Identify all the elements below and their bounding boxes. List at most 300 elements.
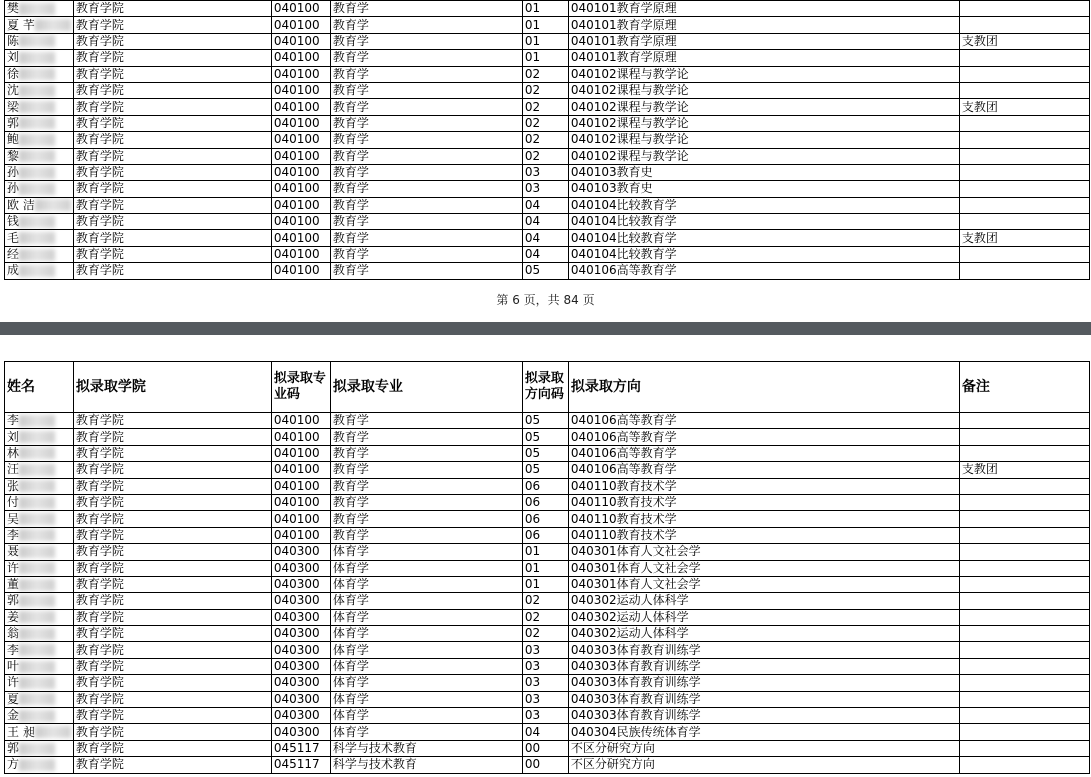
redaction-blur bbox=[19, 101, 55, 113]
cell-direction: 040303体育教育训练学 bbox=[568, 708, 959, 724]
name-text: 许 bbox=[7, 675, 20, 690]
redaction-blur bbox=[19, 35, 55, 47]
cell-dir-code: 01 bbox=[522, 560, 568, 576]
cell-dir-code: 02 bbox=[522, 115, 568, 131]
header-direction-code: 拟录取方向码 bbox=[522, 362, 568, 413]
cell-dir-code: 04 bbox=[522, 214, 568, 230]
header-row bbox=[5, 362, 1090, 413]
name-text: 姜 bbox=[7, 609, 20, 624]
cell-college: 教育学院 bbox=[73, 626, 271, 642]
header-remark: 备注 bbox=[959, 362, 1089, 413]
cell-direction: 040304民族传统体育学 bbox=[568, 724, 959, 740]
cell-dir-code: 03 bbox=[522, 658, 568, 674]
name-text: 付 bbox=[7, 495, 20, 510]
cell-college: 教育学院 bbox=[73, 609, 271, 625]
page-separator bbox=[0, 322, 1091, 335]
table-row bbox=[5, 626, 1090, 642]
cell-major-code: 040100 bbox=[271, 82, 330, 98]
name-text: 钱 bbox=[7, 214, 20, 229]
cell-remark bbox=[959, 413, 1089, 429]
name-text: 陈 bbox=[7, 33, 20, 48]
name-text: 徐 bbox=[7, 66, 20, 81]
table-row bbox=[5, 230, 1090, 246]
header-direction: 拟录取方向 bbox=[568, 362, 959, 413]
cell-major: 教育学 bbox=[330, 164, 522, 180]
cell-direction: 040302运动人体科学 bbox=[568, 609, 959, 625]
cell-remark bbox=[959, 246, 1089, 262]
cell-direction: 040106高等教育学 bbox=[568, 413, 959, 429]
cell-dir-code: 05 bbox=[522, 445, 568, 461]
name-text: 欧 洁 bbox=[7, 197, 35, 212]
cell-direction: 040110教育技术学 bbox=[568, 511, 959, 527]
redaction-blur bbox=[19, 497, 55, 509]
name-text: 夏 bbox=[7, 691, 20, 706]
table-row bbox=[5, 593, 1090, 609]
cell-remark bbox=[959, 494, 1089, 510]
cell-dir-code: 01 bbox=[522, 544, 568, 560]
cell-major-code: 040300 bbox=[271, 658, 330, 674]
name-text: 金 bbox=[7, 708, 20, 723]
cell-direction: 040102课程与教学论 bbox=[568, 148, 959, 164]
cell-major: 教育学 bbox=[330, 181, 522, 197]
cell-college: 教育学院 bbox=[73, 511, 271, 527]
cell-name bbox=[5, 214, 74, 230]
cell-major-code: 040100 bbox=[271, 1, 330, 17]
name-text: 李 bbox=[7, 642, 20, 657]
cell-college: 教育学院 bbox=[73, 740, 271, 756]
redaction-blur bbox=[19, 529, 55, 541]
cell-major-code: 040100 bbox=[271, 164, 330, 180]
cell-remark bbox=[959, 675, 1089, 691]
name-text: 许 bbox=[7, 560, 20, 575]
header-name: 姓名 bbox=[5, 362, 74, 413]
table-body bbox=[5, 413, 1090, 774]
cell-major: 教育学 bbox=[330, 99, 522, 115]
table-row bbox=[5, 494, 1090, 510]
cell-name bbox=[5, 1, 74, 17]
cell-dir-code: 02 bbox=[522, 82, 568, 98]
cell-major-code: 040300 bbox=[271, 642, 330, 658]
cell-direction: 040303体育教育训练学 bbox=[568, 658, 959, 674]
name-text: 董 bbox=[7, 577, 20, 592]
cell-major: 体育学 bbox=[330, 626, 522, 642]
cell-major-code: 040100 bbox=[271, 17, 330, 33]
cell-college: 教育学院 bbox=[73, 445, 271, 461]
name-text: 毛 bbox=[7, 230, 20, 245]
redaction-blur bbox=[19, 249, 55, 261]
cell-name bbox=[5, 691, 74, 707]
cell-remark bbox=[959, 593, 1089, 609]
name-text: 翁 bbox=[7, 626, 20, 641]
cell-direction: 040303体育教育训练学 bbox=[568, 642, 959, 658]
cell-major: 体育学 bbox=[330, 708, 522, 724]
cell-major-code: 040100 bbox=[271, 99, 330, 115]
table-row bbox=[5, 576, 1090, 592]
cell-name bbox=[5, 609, 74, 625]
cell-dir-code: 05 bbox=[522, 462, 568, 478]
cell-remark bbox=[959, 82, 1089, 98]
cell-remark bbox=[959, 691, 1089, 707]
redaction-blur bbox=[19, 447, 55, 459]
cell-direction: 不区分研究方向 bbox=[568, 740, 959, 756]
redaction-blur bbox=[19, 415, 55, 427]
table-row bbox=[5, 560, 1090, 576]
cell-major: 科学与技术教育 bbox=[330, 740, 522, 756]
cell-name bbox=[5, 494, 74, 510]
cell-remark bbox=[959, 214, 1089, 230]
table-row bbox=[5, 99, 1090, 115]
cell-major: 体育学 bbox=[330, 609, 522, 625]
table-row bbox=[5, 214, 1090, 230]
table-row bbox=[5, 757, 1090, 773]
cell-dir-code: 02 bbox=[522, 99, 568, 115]
cell-major-code: 045117 bbox=[271, 757, 330, 773]
header-college: 拟录取学院 bbox=[73, 362, 271, 413]
table-row bbox=[5, 263, 1090, 279]
cell-college: 教育学院 bbox=[73, 429, 271, 445]
redaction-blur bbox=[19, 759, 55, 771]
cell-direction: 040104比较教育学 bbox=[568, 230, 959, 246]
table-row bbox=[5, 181, 1090, 197]
redaction-blur bbox=[19, 562, 55, 574]
cell-name bbox=[5, 132, 74, 148]
cell-name bbox=[5, 675, 74, 691]
redaction-blur bbox=[19, 265, 55, 277]
name-text: 沈 bbox=[7, 83, 20, 98]
cell-direction: 040110教育技术学 bbox=[568, 478, 959, 494]
cell-dir-code: 03 bbox=[522, 164, 568, 180]
table-row bbox=[5, 462, 1090, 478]
cell-major: 教育学 bbox=[330, 50, 522, 66]
cell-remark bbox=[959, 1, 1089, 17]
table-row bbox=[5, 708, 1090, 724]
cell-remark bbox=[959, 478, 1089, 494]
cell-direction: 040104比较教育学 bbox=[568, 246, 959, 262]
cell-major-code: 040100 bbox=[271, 413, 330, 429]
name-text: 刘 bbox=[7, 429, 20, 444]
table-row bbox=[5, 66, 1090, 82]
cell-direction: 040301体育人文社会学 bbox=[568, 560, 959, 576]
cell-direction: 040301体育人文社会学 bbox=[568, 576, 959, 592]
cell-name bbox=[5, 724, 74, 740]
cell-name bbox=[5, 33, 74, 49]
name-text: 林 bbox=[7, 445, 20, 460]
cell-remark bbox=[959, 429, 1089, 445]
cell-major-code: 040300 bbox=[271, 675, 330, 691]
cell-direction: 040303体育教育训练学 bbox=[568, 675, 959, 691]
cell-name bbox=[5, 197, 74, 213]
cell-remark bbox=[959, 609, 1089, 625]
redaction-blur bbox=[19, 134, 55, 146]
cell-dir-code: 03 bbox=[522, 691, 568, 707]
redaction-blur bbox=[19, 68, 55, 80]
cell-college: 教育学院 bbox=[73, 544, 271, 560]
cell-name bbox=[5, 263, 74, 279]
cell-name bbox=[5, 181, 74, 197]
name-text: 郭 bbox=[7, 115, 20, 130]
cell-name bbox=[5, 576, 74, 592]
cell-major: 教育学 bbox=[330, 462, 522, 478]
cell-direction: 040102课程与教学论 bbox=[568, 115, 959, 131]
cell-major-code: 045117 bbox=[271, 740, 330, 756]
table-row bbox=[5, 527, 1090, 543]
table-row bbox=[5, 33, 1090, 49]
cell-major: 体育学 bbox=[330, 675, 522, 691]
cell-direction: 040110教育技术学 bbox=[568, 494, 959, 510]
cell-dir-code: 03 bbox=[522, 708, 568, 724]
cell-name bbox=[5, 429, 74, 445]
cell-name bbox=[5, 478, 74, 494]
cell-major-code: 040100 bbox=[271, 115, 330, 131]
cell-major: 教育学 bbox=[330, 478, 522, 494]
cell-remark bbox=[959, 527, 1089, 543]
cell-college: 教育学院 bbox=[73, 148, 271, 164]
table-row bbox=[5, 82, 1090, 98]
name-text: 李 bbox=[7, 413, 20, 428]
cell-major-code: 040100 bbox=[271, 214, 330, 230]
cell-major: 教育学 bbox=[330, 230, 522, 246]
cell-major: 教育学 bbox=[330, 413, 522, 429]
cell-name bbox=[5, 115, 74, 131]
cell-major: 体育学 bbox=[330, 560, 522, 576]
cell-major-code: 040300 bbox=[271, 560, 330, 576]
cell-college: 教育学院 bbox=[73, 246, 271, 262]
cell-major-code: 040100 bbox=[271, 66, 330, 82]
cell-major-code: 040100 bbox=[271, 132, 330, 148]
name-text: 吴 bbox=[7, 511, 20, 526]
cell-dir-code: 02 bbox=[522, 148, 568, 164]
cell-college: 教育学院 bbox=[73, 164, 271, 180]
cell-remark bbox=[959, 115, 1089, 131]
redaction-blur bbox=[19, 513, 55, 525]
cell-major: 教育学 bbox=[330, 82, 522, 98]
cell-major: 教育学 bbox=[330, 511, 522, 527]
cell-college: 教育学院 bbox=[73, 642, 271, 658]
table-row bbox=[5, 246, 1090, 262]
cell-name bbox=[5, 757, 74, 773]
table-row bbox=[5, 609, 1090, 625]
table-row bbox=[5, 115, 1090, 131]
redaction-blur bbox=[19, 85, 55, 97]
cell-college: 教育学院 bbox=[73, 17, 271, 33]
name-text: 郭 bbox=[7, 741, 20, 755]
table-row bbox=[5, 511, 1090, 527]
redaction-blur bbox=[19, 710, 55, 722]
cell-dir-code: 04 bbox=[522, 724, 568, 740]
name-text: 孙 bbox=[7, 165, 20, 180]
cell-name bbox=[5, 626, 74, 642]
cell-name bbox=[5, 658, 74, 674]
cell-college: 教育学院 bbox=[73, 576, 271, 592]
cell-major-code: 040300 bbox=[271, 593, 330, 609]
cell-college: 教育学院 bbox=[73, 724, 271, 740]
cell-name bbox=[5, 544, 74, 560]
cell-dir-code: 03 bbox=[522, 181, 568, 197]
cell-dir-code: 01 bbox=[522, 1, 568, 17]
cell-remark bbox=[959, 560, 1089, 576]
cell-major-code: 040100 bbox=[271, 50, 330, 66]
cell-college: 教育学院 bbox=[73, 263, 271, 279]
cell-direction: 040103教育史 bbox=[568, 164, 959, 180]
name-text: 汪 bbox=[7, 462, 20, 477]
cell-college: 教育学院 bbox=[73, 494, 271, 510]
name-text: 方 bbox=[7, 757, 20, 772]
cell-college: 教育学院 bbox=[73, 478, 271, 494]
cell-direction: 040101教育学原理 bbox=[568, 50, 959, 66]
table-row bbox=[5, 445, 1090, 461]
cell-dir-code: 06 bbox=[522, 527, 568, 543]
cell-major: 教育学 bbox=[330, 527, 522, 543]
admission-table-page-6 bbox=[4, 0, 1090, 280]
cell-dir-code: 06 bbox=[522, 494, 568, 510]
cell-major-code: 040100 bbox=[271, 197, 330, 213]
cell-major: 体育学 bbox=[330, 576, 522, 592]
cell-direction: 不区分研究方向 bbox=[568, 757, 959, 773]
cell-major-code: 040100 bbox=[271, 246, 330, 262]
table-row bbox=[5, 50, 1090, 66]
cell-name bbox=[5, 642, 74, 658]
cell-remark bbox=[959, 740, 1089, 756]
cell-direction: 040102课程与教学论 bbox=[568, 132, 959, 148]
cell-direction: 040302运动人体科学 bbox=[568, 626, 959, 642]
cell-college: 教育学院 bbox=[73, 658, 271, 674]
table-row bbox=[5, 164, 1090, 180]
cell-direction: 040302运动人体科学 bbox=[568, 593, 959, 609]
redaction-blur bbox=[19, 661, 55, 673]
cell-direction: 040106高等教育学 bbox=[568, 263, 959, 279]
cell-remark: 支教团 bbox=[959, 230, 1089, 246]
cell-major: 体育学 bbox=[330, 642, 522, 658]
cell-major-code: 040300 bbox=[271, 609, 330, 625]
cell-dir-code: 03 bbox=[522, 675, 568, 691]
redaction-blur bbox=[19, 464, 55, 476]
redaction-blur bbox=[19, 167, 55, 179]
cell-direction: 040101教育学原理 bbox=[568, 17, 959, 33]
cell-direction: 040101教育学原理 bbox=[568, 33, 959, 49]
page-footer: 第 6 页，共 84 页 bbox=[496, 293, 595, 307]
cell-major: 体育学 bbox=[330, 658, 522, 674]
table-row bbox=[5, 413, 1090, 429]
cell-major: 体育学 bbox=[330, 544, 522, 560]
table-row bbox=[5, 691, 1090, 707]
cell-major-code: 040300 bbox=[271, 708, 330, 724]
redaction-blur bbox=[19, 579, 55, 591]
cell-college: 教育学院 bbox=[73, 50, 271, 66]
cell-direction: 040101教育学原理 bbox=[568, 1, 959, 17]
cell-remark bbox=[959, 576, 1089, 592]
cell-major: 教育学 bbox=[330, 1, 522, 17]
cell-dir-code: 00 bbox=[522, 757, 568, 773]
cell-name bbox=[5, 708, 74, 724]
cell-name bbox=[5, 82, 74, 98]
cell-major-code: 040300 bbox=[271, 544, 330, 560]
cell-major-code: 040300 bbox=[271, 724, 330, 740]
cell-college: 教育学院 bbox=[73, 132, 271, 148]
cell-major: 教育学 bbox=[330, 33, 522, 49]
redaction-blur bbox=[19, 232, 55, 244]
cell-major: 教育学 bbox=[330, 148, 522, 164]
cell-major-code: 040100 bbox=[271, 148, 330, 164]
cell-direction: 040301体育人文社会学 bbox=[568, 544, 959, 560]
table-row bbox=[5, 658, 1090, 674]
cell-remark bbox=[959, 708, 1089, 724]
cell-dir-code: 01 bbox=[522, 50, 568, 66]
cell-major-code: 040100 bbox=[271, 527, 330, 543]
cell-name bbox=[5, 740, 74, 756]
cell-major: 体育学 bbox=[330, 724, 522, 740]
name-text: 孙 bbox=[7, 181, 20, 196]
cell-name bbox=[5, 462, 74, 478]
cell-college: 教育学院 bbox=[73, 214, 271, 230]
cell-remark: 支教团 bbox=[959, 33, 1089, 49]
name-text: 成 bbox=[7, 263, 20, 278]
cell-college: 教育学院 bbox=[73, 757, 271, 773]
cell-major-code: 040100 bbox=[271, 429, 330, 445]
cell-direction: 040106高等教育学 bbox=[568, 429, 959, 445]
cell-major: 体育学 bbox=[330, 593, 522, 609]
cell-major: 教育学 bbox=[330, 132, 522, 148]
cell-name bbox=[5, 164, 74, 180]
cell-college: 教育学院 bbox=[73, 675, 271, 691]
cell-remark bbox=[959, 658, 1089, 674]
redaction-blur bbox=[19, 431, 55, 443]
cell-direction: 040104比较教育学 bbox=[568, 214, 959, 230]
cell-dir-code: 04 bbox=[522, 230, 568, 246]
cell-college: 教育学院 bbox=[73, 1, 271, 17]
cell-college: 教育学院 bbox=[73, 691, 271, 707]
header-major: 拟录取专业 bbox=[330, 362, 522, 413]
cell-college: 教育学院 bbox=[73, 99, 271, 115]
cell-major-code: 040300 bbox=[271, 626, 330, 642]
name-text: 黎 bbox=[7, 148, 20, 163]
cell-name bbox=[5, 413, 74, 429]
cell-dir-code: 06 bbox=[522, 511, 568, 527]
name-text: 叶 bbox=[7, 659, 20, 674]
cell-remark bbox=[959, 724, 1089, 740]
table-row bbox=[5, 740, 1090, 756]
name-text: 经 bbox=[7, 247, 20, 262]
cell-college: 教育学院 bbox=[73, 82, 271, 98]
cell-college: 教育学院 bbox=[73, 413, 271, 429]
cell-name bbox=[5, 445, 74, 461]
redaction-blur bbox=[19, 216, 55, 228]
cell-major-code: 040100 bbox=[271, 494, 330, 510]
table-row bbox=[5, 478, 1090, 494]
cell-college: 教育学院 bbox=[73, 230, 271, 246]
cell-remark bbox=[959, 181, 1089, 197]
redaction-blur bbox=[19, 743, 55, 755]
cell-dir-code: 02 bbox=[522, 132, 568, 148]
redaction-blur bbox=[19, 183, 55, 195]
cell-major: 教育学 bbox=[330, 214, 522, 230]
cell-college: 教育学院 bbox=[73, 560, 271, 576]
cell-dir-code: 04 bbox=[522, 246, 568, 262]
cell-major: 教育学 bbox=[330, 429, 522, 445]
redaction-blur bbox=[19, 150, 55, 162]
table-row bbox=[5, 642, 1090, 658]
cell-major: 教育学 bbox=[330, 246, 522, 262]
redaction-blur bbox=[19, 3, 55, 15]
cell-dir-code: 06 bbox=[522, 478, 568, 494]
redaction-blur bbox=[35, 726, 71, 738]
cell-remark bbox=[959, 50, 1089, 66]
cell-remark: 支教团 bbox=[959, 99, 1089, 115]
cell-remark: 支教团 bbox=[959, 462, 1089, 478]
cell-name bbox=[5, 66, 74, 82]
cell-name bbox=[5, 246, 74, 262]
cell-dir-code: 02 bbox=[522, 609, 568, 625]
cell-dir-code: 05 bbox=[522, 263, 568, 279]
